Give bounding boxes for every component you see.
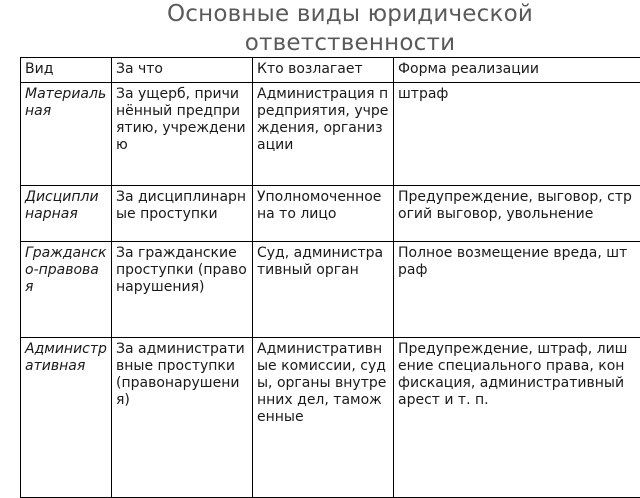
cell-kind: Дисциплинарная — [21, 186, 112, 242]
title-line-2: ответственности — [60, 29, 640, 58]
header-kind: Вид — [21, 58, 112, 83]
cell-form: Полное возмещение вреда, штраф — [394, 242, 640, 338]
cell-form: Предупреждение, штраф, лишение специального права, конфискация, административный арест и т. п. — [394, 338, 640, 498]
table-row — [21, 186, 640, 242]
header-imposer: Кто возлагает — [253, 58, 394, 83]
cell-imposer: Уполномоченное на то лицо — [253, 186, 394, 242]
cell-imposer: Администрация предприятия, учреждения, организации — [253, 83, 394, 186]
cell-kind: Материальная — [21, 83, 112, 186]
cell-reason: За дисциплинарные проступки — [112, 186, 253, 242]
title-line-1: Основные виды юридической — [60, 0, 640, 29]
cell-reason: За гражданские проступки (правонарушения) — [112, 242, 253, 338]
table-row — [21, 83, 640, 186]
cell-reason: За административные проступки (правонарушения) — [112, 338, 253, 498]
table-row — [21, 338, 640, 498]
cell-kind: Гражданско-правовая — [21, 242, 112, 338]
table-row — [21, 242, 640, 338]
header-form: Форма реализации — [394, 58, 640, 83]
page-title — [60, 0, 640, 58]
cell-form: Предупреждение, выговор, строгий выговор, увольнение — [394, 186, 640, 242]
cell-reason: За ущерб, причинённый предприятию, учреждению — [112, 83, 253, 186]
cell-imposer: Административные комиссии, суды, органы внутренних дел, таможенные — [253, 338, 394, 498]
cell-form: штраф — [394, 83, 640, 186]
table-header-row — [21, 58, 640, 83]
cell-imposer: Суд, административный орган — [253, 242, 394, 338]
header-reason: За что — [112, 58, 253, 83]
cell-kind: Административная — [21, 338, 112, 498]
responsibility-table — [20, 57, 640, 498]
